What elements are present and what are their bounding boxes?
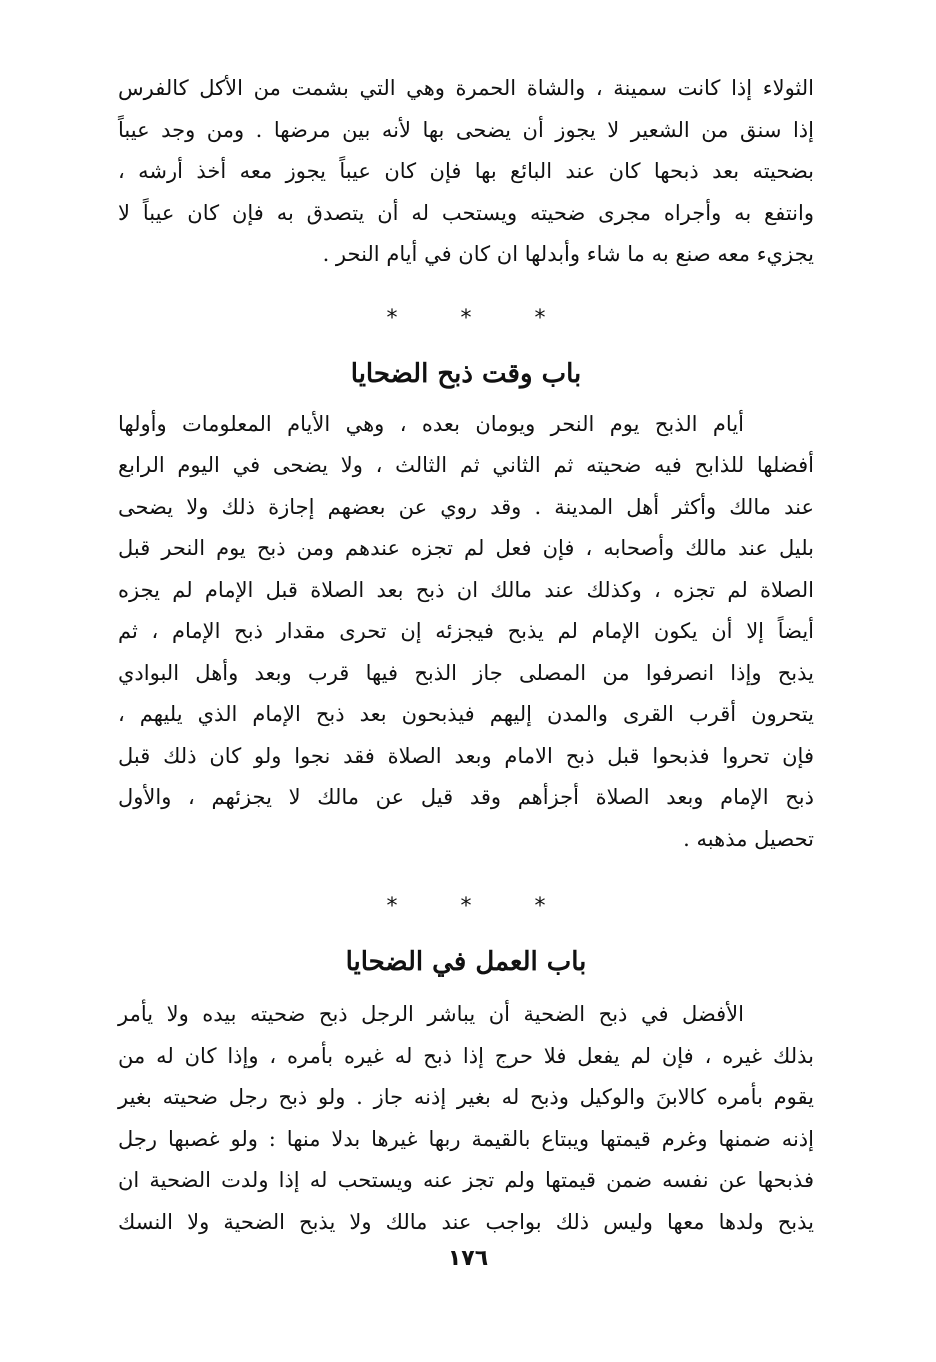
text-line: إذنه ضمنها وغرم قيمتها ويبتاع بالقيمة ربها غيرها بدلا منها : ولو غصبها رجل (118, 1126, 814, 1151)
text-line: الثولاء إذا كانت سمينة ، والشاة الحمرة وهي التي بشمت من الأكل كالفرس (118, 76, 814, 100)
text-line: فإن تحروا فذبحوا قبل ذبح الامام وبعد الصلاة فقد نجوا ولو كان ذلك قبل (118, 743, 814, 768)
section-separator: * * * (386, 305, 574, 331)
text-line: يقوم بأمره كالابنَ والوكيل وذبح له بغير إذنه جاز . ولو ذبح رجل ضحيته بغير (118, 1085, 814, 1109)
section-paragraph (118, 404, 814, 861)
section-paragraph (118, 994, 814, 1243)
text-line: يذبح ولدها معها وليس ذلك بواجب عند مالك ولا يذبح الضحية ولا النسك (118, 1209, 814, 1234)
text-line: وانتفع به وأجراه مجرى ضحيته ويستحب له أن يتصدق به فإن كان عيباً لا (118, 200, 814, 225)
section-title: باب العمل في الضحايا (345, 947, 587, 977)
top-paragraph (118, 68, 814, 276)
text-line: أيضاً إلا أن يكون الإمام لم يذبح فيجزئه إن تحرى مقدار ذبح الإمام ، ثم (118, 619, 814, 643)
text-line: ذبح الإمام وبعد الصلاة أجزأهم وقد قيل عن مالك لا يجزئهم ، والأول (118, 785, 814, 809)
page-body (118, 68, 814, 1243)
text-line: يذبح وإذا انصرفوا من المصلى جاز الذبح فيها قرب وبعد وأهل البوادي (118, 660, 814, 685)
text-line: بذلك غيره ، فإن لم يفعل فلا حرج إذا ذبح له غيره بأمره ، وإذا كان له من (118, 1043, 814, 1068)
text-line: تحصيل مذهبه . (683, 826, 814, 851)
text-line: أيام الذبح يوم النحر ويومان بعده ، وهي الأيام المعلومات وأولها (118, 411, 744, 436)
text-line: أفضلها للذابح فيه ضحيته ثم الثاني ثم الثالث ، ولا يضحى في اليوم الرابع (118, 453, 814, 477)
text-line: بضحيته بعد ذبحها كان عند البائع بها فإن كان عيباً يجوز معه أخذ أرشه ، (118, 159, 814, 183)
text-line: عند مالك وأكثر أهل المدينة . وقد روي عن بعضهم إجازة ذلك ولا يضحى (118, 494, 815, 519)
text-line: يتحرون أقرب القرى والمدن إليهم فيذبحون بعد ذبح الإمام الذي يليهم ، (118, 702, 814, 726)
text-line: الأفضل في ذبح الضحية أن يباشر الرجل ذبح ضحيته بيده ولا يأمر (118, 1002, 744, 1026)
text-line: بليل عند مالك وأصحابه ، فإن فعل لم تجزه عندهم ومن ذبح يوم النحر قبل (118, 536, 814, 560)
text-line: إذا سنق من الشعير لا يجوز أن يضحى بها لأنه بين مرضها . ومن وجد عيباً (118, 117, 814, 142)
page-number: ١٧٦ (447, 1246, 489, 1271)
text-line: الصلاة لم تجزه ، وكذلك عند مالك ان ذبح بعد الصلاة قبل الإمام لم يجزه (118, 577, 814, 602)
text-line: يجزيء معه صنع به ما شاء وأبدلها ان كان في أيام النحر . (322, 242, 814, 266)
text-line: فذبحها عن نفسه ضمن قيمتها ولم تجز عنه ويستحب له إذا ولدت الضحية ان (118, 1168, 814, 1192)
section-title: باب وقت ذبح الضحايا (350, 358, 582, 389)
section-separator: * * * (386, 894, 574, 919)
